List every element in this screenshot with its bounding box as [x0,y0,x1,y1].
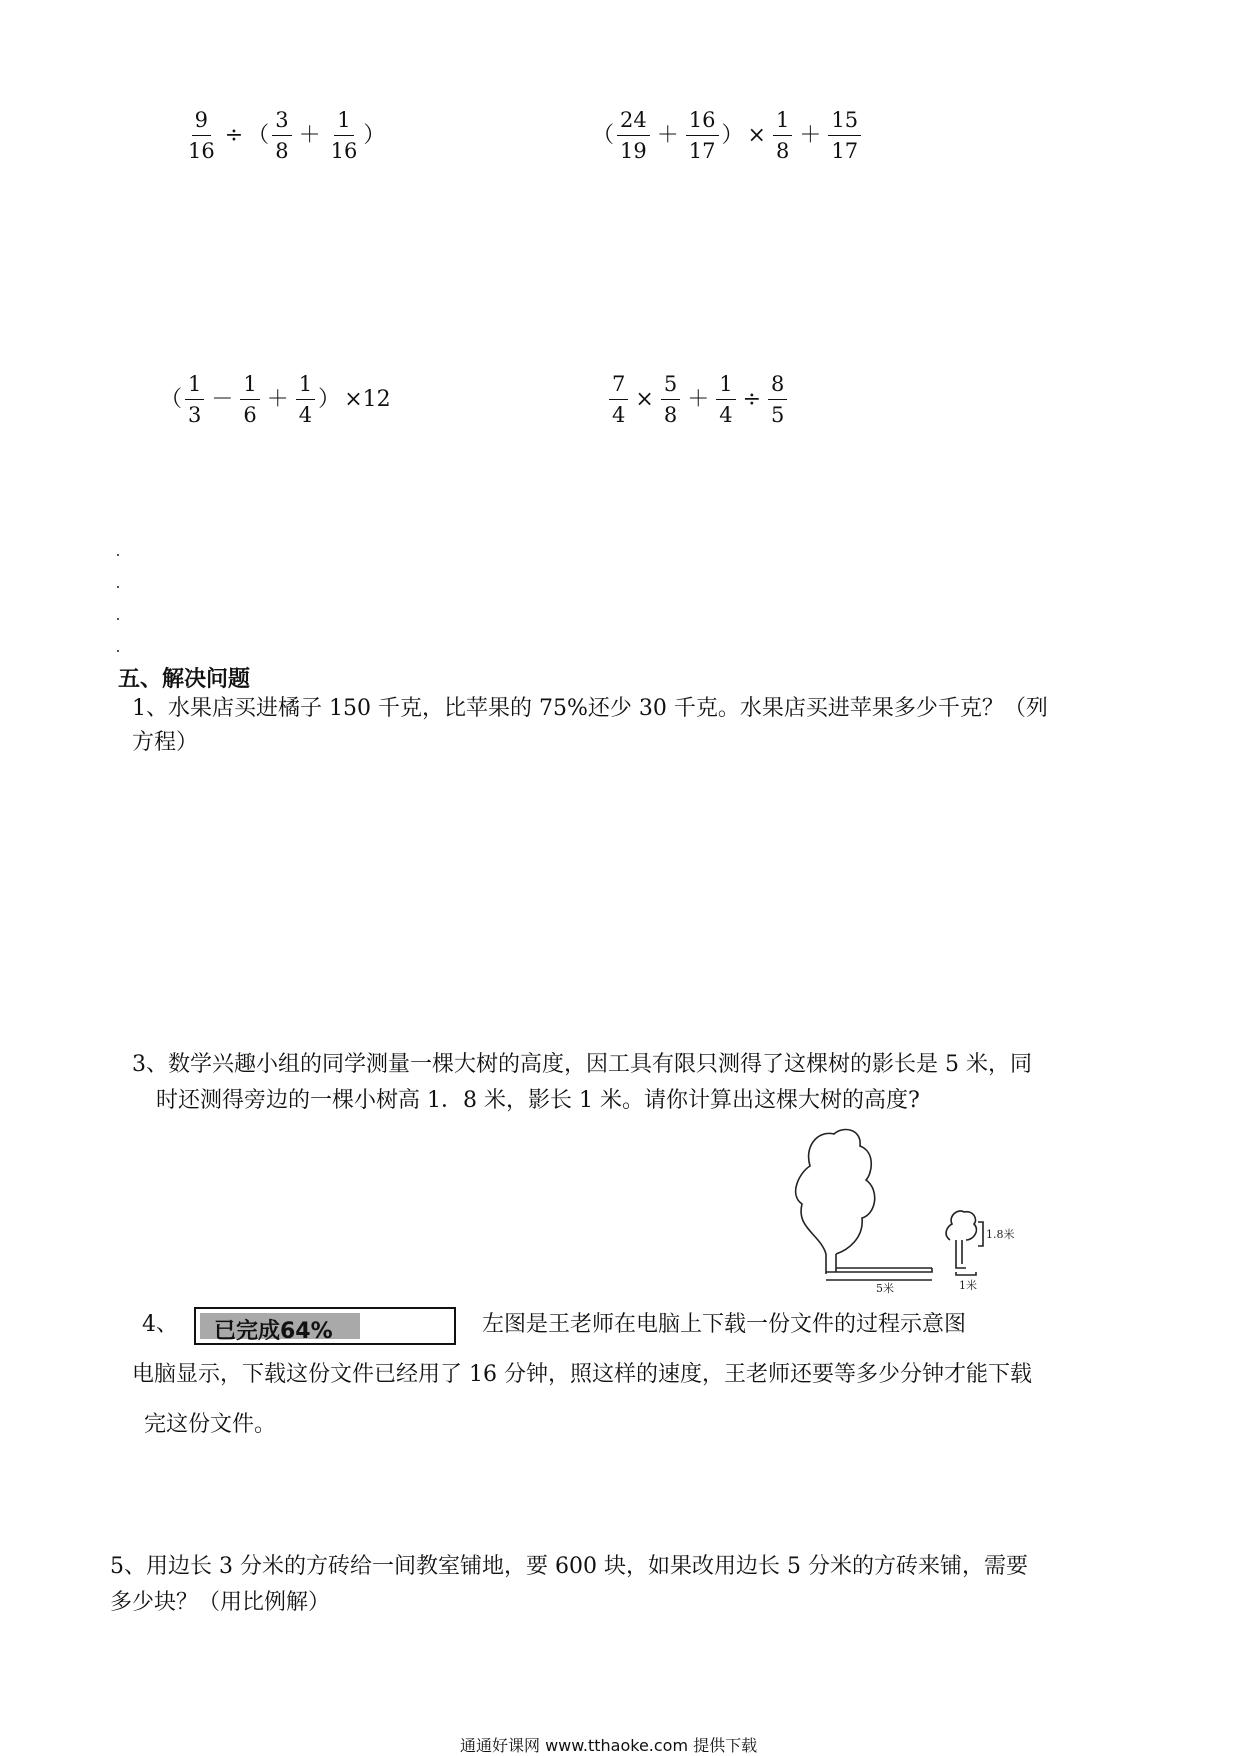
small-shadow-label: 1米 [959,1279,977,1292]
margin-dot [117,650,119,652]
margin-dot [117,554,119,556]
left-paren: （ [592,123,615,148]
small-tree-crown [946,1211,976,1240]
problem-5-line-2: 多少块？（用比例解） [110,1590,331,1615]
fraction: $\frac{1}{4}$ [296,374,315,426]
fraction: $\frac{1}{4}$ [716,374,735,426]
expression-1 [182,110,385,162]
fraction: $\frac{8}{5}$ [768,374,787,426]
problem-5-line-1: 5、用边长 3 分米的方砖给一间教室铺地，要 600 块，如果改用边长 5 分米的方砖来铺，需要 [110,1554,1028,1579]
expression-2 [592,110,864,162]
small-shadow-bracket [956,1272,976,1275]
plus-operator: ＋ [266,387,289,412]
tree-shadow-figure [780,1122,1040,1300]
multiply-operator: × [747,123,766,148]
multiply-tail: ×12 [344,387,391,412]
small-height-label: 1.8米 [986,1228,1015,1241]
big-tree-crown [796,1130,875,1254]
right-paren: ） [721,123,744,148]
problem-4-line-3: 完这份文件。 [144,1412,277,1437]
progress-label: 已完成64% [214,1319,333,1344]
left-paren: （ [247,123,270,148]
right-paren: ） [363,123,386,148]
problem-1-line-1: 1、水果店买进橘子 150 千克，比苹果的 75%还少 30 千克。水果店买进苹果多少千克？（列 [132,696,1048,721]
plus-operator: ＋ [799,123,822,148]
left-paren: （ [160,387,183,412]
margin-dot [117,618,119,620]
plus-operator: ＋ [656,123,679,148]
fraction: $\frac{7}{4}$ [609,374,628,426]
fraction: $\frac{1}{16}$ [330,108,358,163]
section-title: 五、解决问题 [118,667,251,692]
fraction: $\frac{15}{17}$ [828,110,861,162]
problem-3-line-2: 时还测得旁边的一棵小树高 1．8 米，影长 1 米。请你计算出这棵大树的高度? [156,1088,920,1113]
fraction: $\frac{24}{19}$ [617,110,650,162]
multiply-operator: × [635,387,654,412]
small-tree-trunk [956,1240,966,1268]
small-height-bracket [978,1222,983,1246]
expression-4 [606,374,790,426]
right-paren: ） [318,387,341,412]
problem-4-line-2: 电脑显示，下载这份文件已经用了 16 分钟，照这样的速度，王老师还要等多少分钟才能下载 [132,1362,1032,1387]
big-tree-ground [826,1268,932,1272]
fraction: $\frac{9}{16}$ [188,108,215,163]
margin-dot [117,586,119,588]
problem-3-line-1: 3、数学兴趣小组的同学测量一棵大树的高度，因工具有限只测得了这棵树的影长是 5 米，同 [132,1052,1032,1077]
problem-4-line-1: 左图是王老师在电脑上下载一份文件的过程示意图 [482,1312,967,1337]
plus-operator: ＋ [298,123,321,148]
expression-3 [160,374,395,426]
fraction: $\frac{16}{17}$ [686,110,719,162]
big-tree-trunk [826,1254,836,1274]
big-shadow-label: 5米 [876,1282,894,1295]
fraction: $\frac{1}{3}$ [185,374,204,426]
divide-operator: ÷ [224,123,244,148]
fraction: $\frac{1}{6}$ [240,374,259,426]
divide-operator: ÷ [742,387,762,412]
problem-4-number: 4、 [142,1312,178,1337]
fraction: $\frac{3}{8}$ [272,110,291,162]
fraction: $\frac{1}{8}$ [773,110,792,162]
download-progress-bar [194,1307,456,1345]
minus-operator: － [211,387,234,412]
fraction: $\frac{5}{8}$ [661,374,680,426]
plus-operator: ＋ [687,387,710,412]
problem-1-line-2: 方程） [132,730,199,755]
footer-credit: 通通好课网 www.tthaoke.com 提供下载 [460,1736,758,1755]
